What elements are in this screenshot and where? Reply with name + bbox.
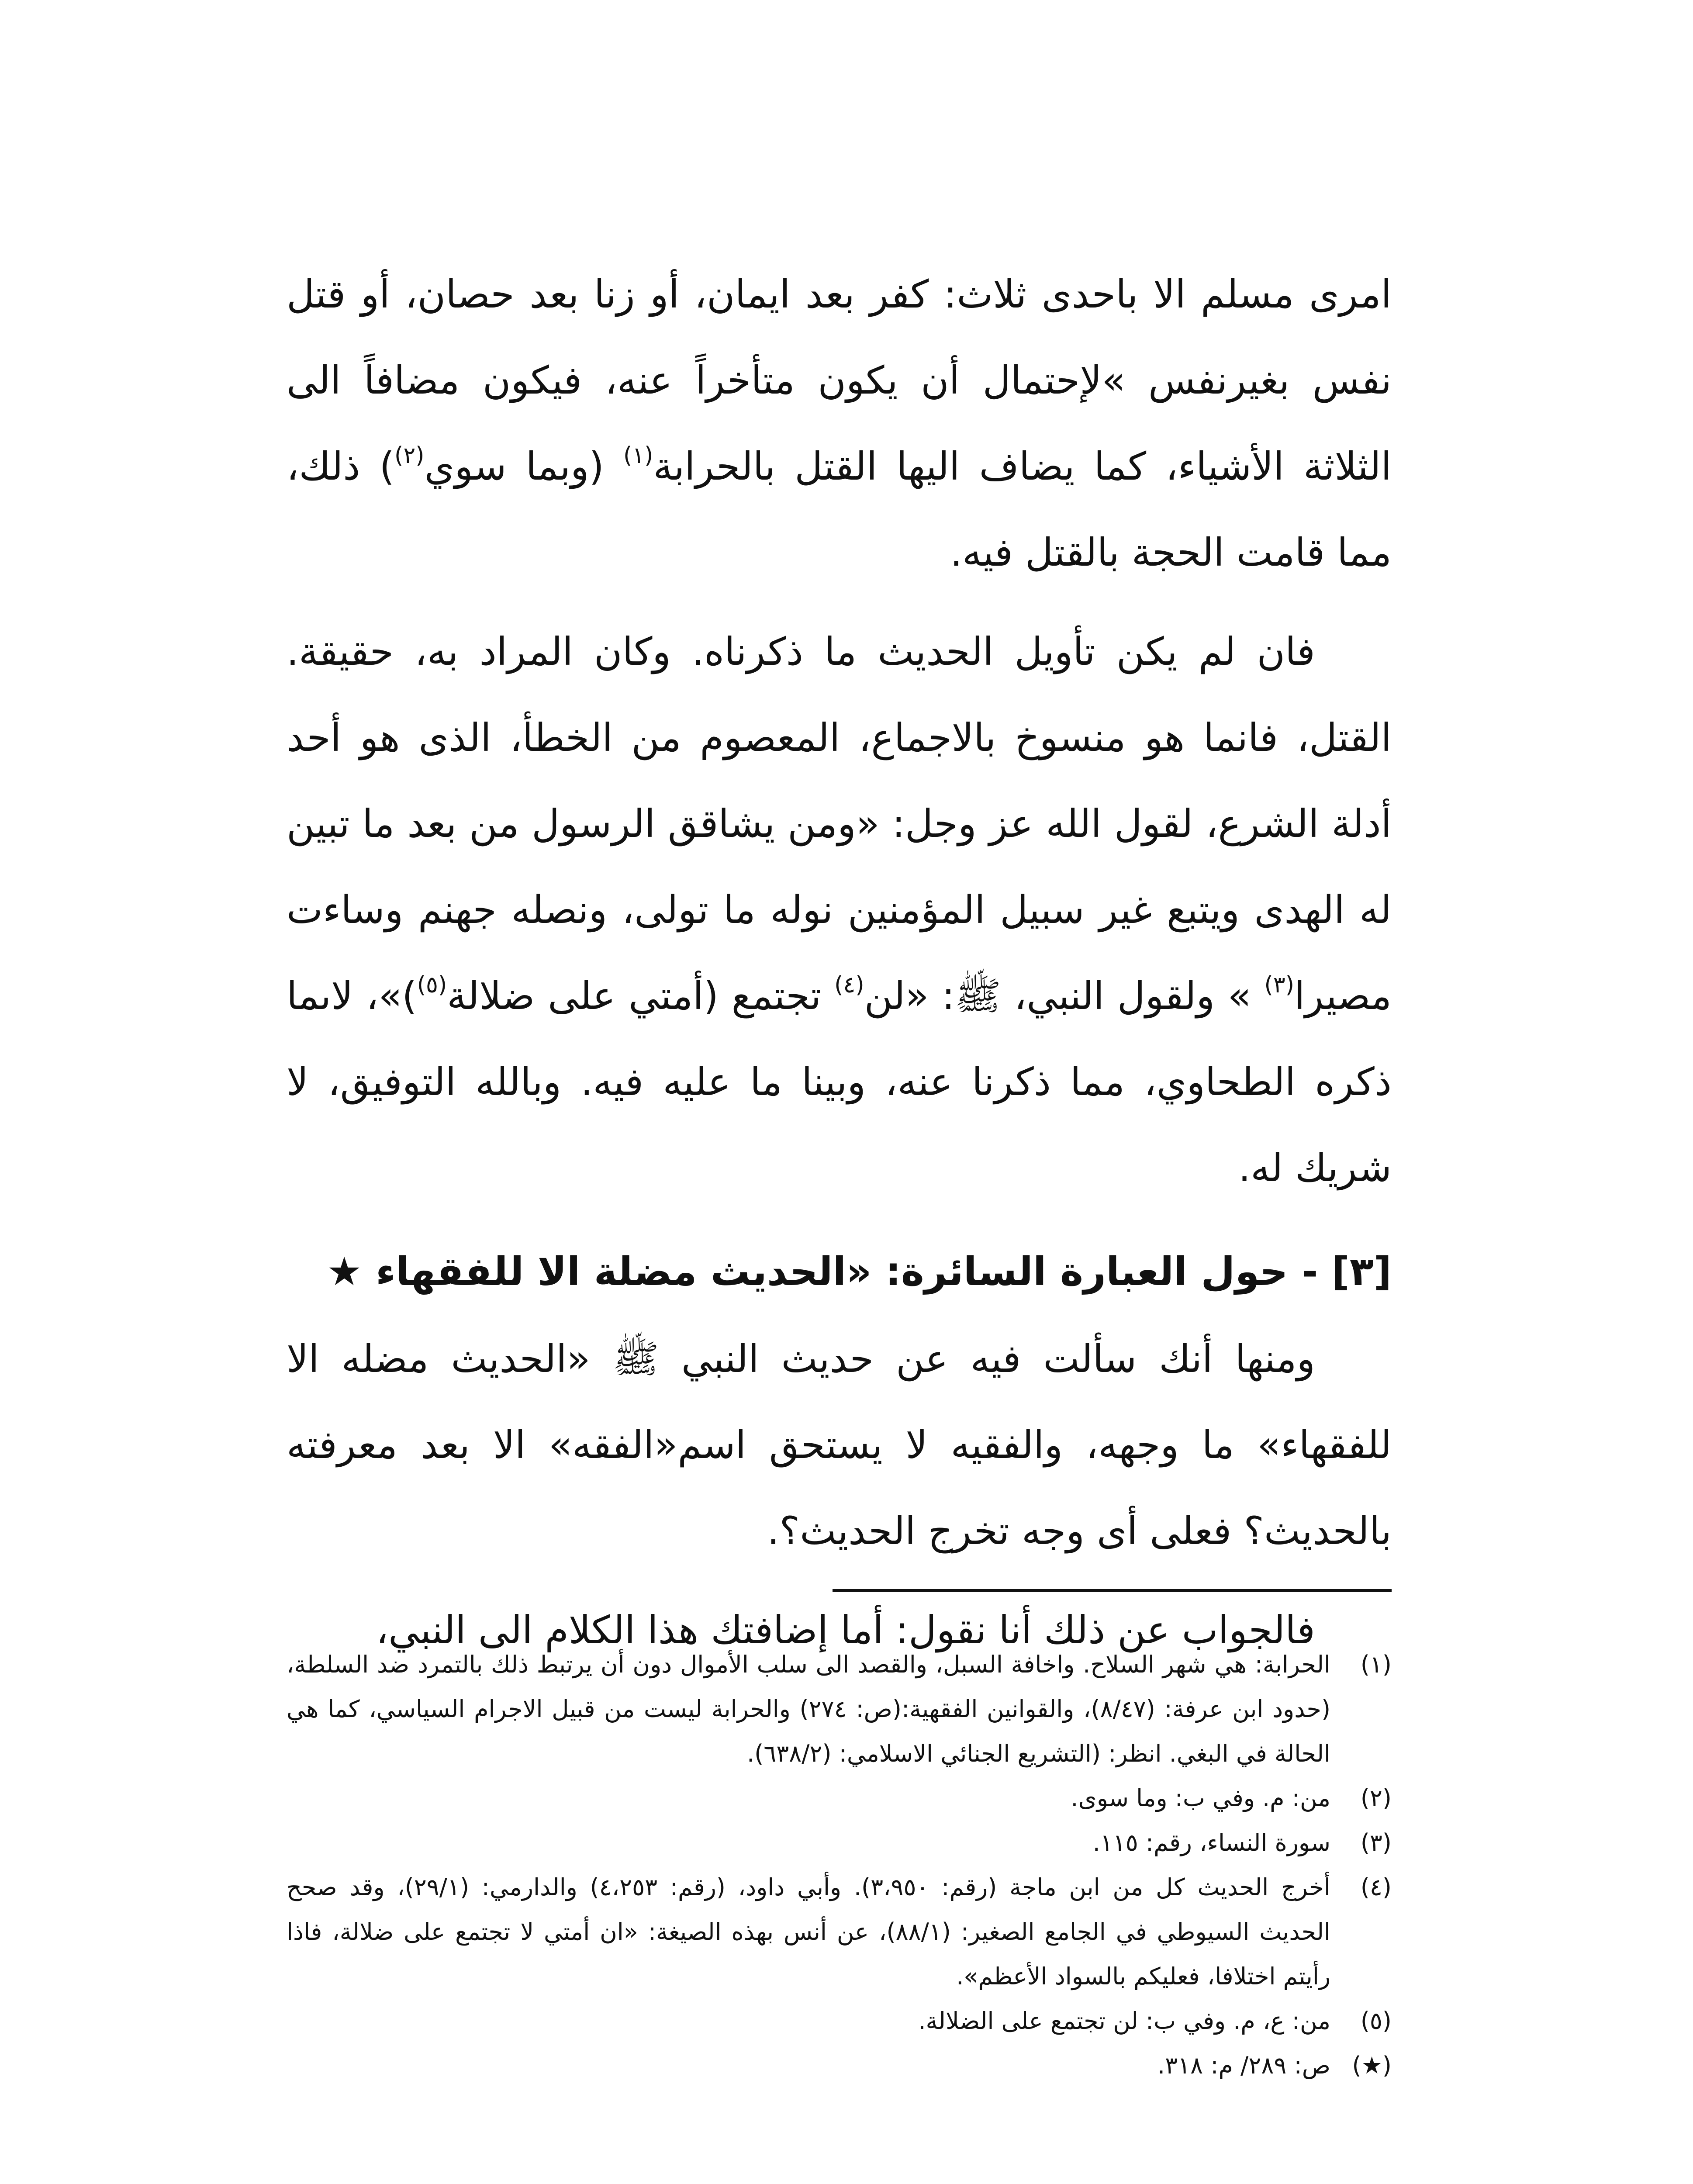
footnotes	[287, 1642, 1392, 2088]
paragraph-2-mid-1: » ولقول النبي، ﷺ: «لن	[864, 973, 1265, 1018]
paragraph-1-text: امرى مسلم الا باحدى ثلاث: كفر بعد ايمان، أو زنا بعد حصان، أو قتل نفس بغيرنفس »لإحتمال أن يكون متأخراً عنه، فيكون مضافاً الى الثلاثة الأشياء، كما يضاف اليها القتل بالحرابة	[287, 272, 1392, 489]
footnote-5	[287, 1999, 1392, 2043]
section-title: - حول العبارة السائرة: «الحديث مضلة الا للفقهاء ★	[326, 1249, 1332, 1295]
paragraph-2-mid-2: تجتمع (أمتي على ضلالة	[447, 973, 835, 1018]
section-number: [٣]	[1331, 1249, 1392, 1295]
footnote-1	[287, 1642, 1392, 1776]
footnote-number: (٥)	[1360, 2007, 1392, 2035]
paragraph-1-end: ) ذلك، مما قامت الحجة بالقتل فيه.	[287, 444, 1392, 575]
paragraph-2-text: فان لم يكن تأويل الحديث ما ذكرناه. وكان المراد به، حقيقة. القتل، فانما هو منسوخ بالاجماع، المعصوم من الخطأ، الذى هو أحد أدلة الشرع، لقول الله عز وجل: «ومن يشاقق الرسول من بعد ما تبين له الهدى ويتبع غير سبيل المؤمنين نوله ما تولى، ونصله جهنم وساءت مصيرا	[287, 629, 1392, 1018]
footnote-3	[287, 1821, 1392, 1865]
footnote-text: الحرابة: هي شهر السلاح. واخافة السبل، والقصد الى سلب الأموال دون أن يرتبط ذلك بالتمرد ضد السلطة، (حدود ابن عرفة: (٨/٤٧)، والقوانين الفقهية:(ص: ٢٧٤) والحرابة ليست من قبيل الاجرام السياسي، كما هي الحالة في البغي. انظر: (التشريع الجنائي الاسلامي: (٦٣٨/٢).	[287, 1651, 1331, 1767]
footnote-ref-4: (٤)	[834, 972, 864, 998]
footnote-ref-5: (٥)	[417, 972, 447, 998]
paragraph-2	[287, 608, 1392, 1211]
paragraph-3-text: ومنها أنك سألت فيه عن حديث النبي ﷺ «الحديث مضله الا للفقهاء» ما وجهه، والفقيه لا يستحق اسم«الفقه» الا بعد معرفته بالحديث؟ فعلى أى وجه تخرج الحديث؟.	[287, 1336, 1392, 1553]
footnote-text: سورة النساء، رقم: ١١٥.	[1092, 1829, 1330, 1856]
footnote-number: (٤)	[1360, 1873, 1392, 1901]
footnote-star	[287, 2043, 1392, 2088]
paragraph-4-text: فالجواب عن ذلك أنا نقول: أما إضافتك هذا الكلام الى النبي،	[376, 1607, 1315, 1652]
footnote-number: (٣)	[1360, 1829, 1392, 1856]
paragraph-2-end: )»، لاىما ذكره الطحاوي، مما ذكرنا عنه، وبينا ما عليه فيه. وبالله التوفيق، لا شريك له.	[287, 973, 1392, 1190]
footnote-number: (١)	[1360, 1651, 1392, 1678]
footnote-text: ص: ٢٨٩/ م: ٣١٨.	[1157, 2052, 1330, 2079]
footnote-number: (٢)	[1360, 1784, 1392, 1812]
footnote-4	[287, 1865, 1392, 1999]
paragraph-3	[287, 1316, 1392, 1574]
footnote-divider	[833, 1589, 1392, 1592]
paragraph-1-mid: (وبما سوي	[424, 444, 623, 489]
main-text	[287, 251, 1392, 1673]
footnote-text: أخرج الحديث كل من ابن ماجة (رقم: ٣،٩٥٠). وأبي داود، (رقم: ٤،٢٥٣) والدارمي: (٢٩/١)، وقد صحح الحديث السيوطي في الجامع الصغير: (٨٨/١)، عن أنس بهذه الصيغة: «ان أمتي لا تجتمع على ضلالة، فاذا رأيتم اختلافا، فعليكم بالسواد الأعظم».	[287, 1873, 1330, 1990]
footnote-text: من: م. وفي ب: وما سوى.	[1071, 1784, 1330, 1812]
footnote-ref-2: (٢)	[394, 442, 425, 469]
paragraph-1	[287, 251, 1392, 595]
footnote-ref-3: (٣)	[1264, 972, 1294, 998]
footnote-ref-1: (١)	[623, 442, 653, 469]
footnote-2	[287, 1776, 1392, 1821]
section-heading	[287, 1228, 1392, 1316]
footnote-text: من: ع، م. وفي ب: لن تجتمع على الضلالة.	[918, 2007, 1330, 2035]
footnote-number: (★)	[1352, 2052, 1392, 2079]
